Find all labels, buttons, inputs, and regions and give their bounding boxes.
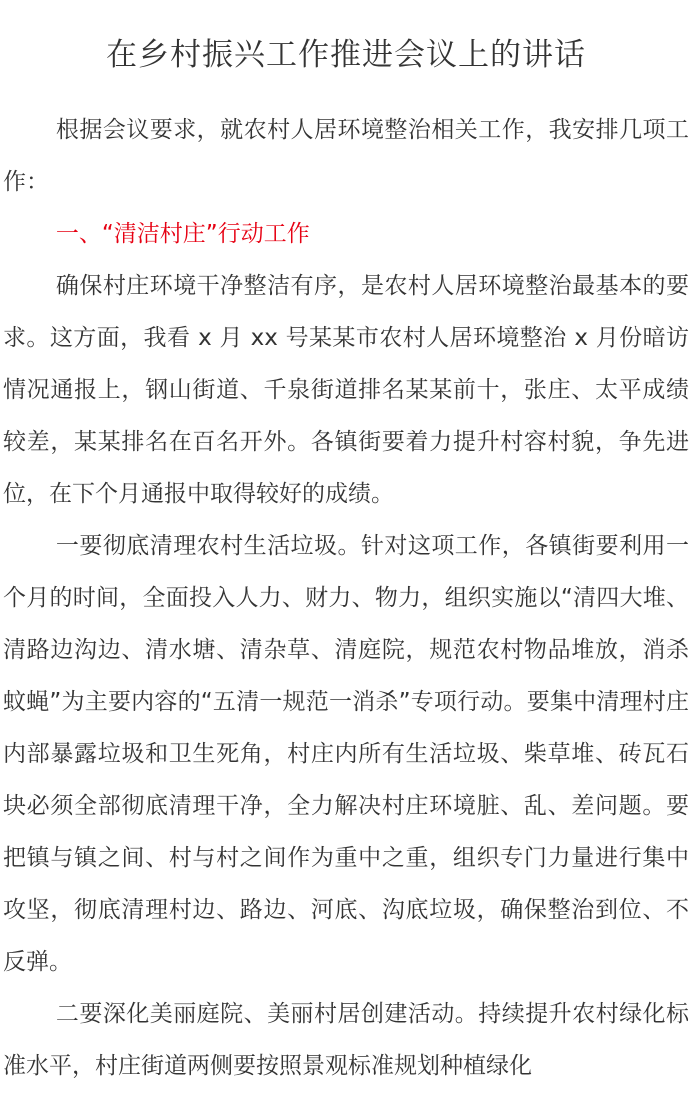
body-paragraph-2: 一要彻底清理农村生活垃圾。针对这项工作，各镇街要利用一个月的时间，全面投入人力、财力、物力，组织实施以“清四大堆、清路边沟边、清水塘、清杂草、清庭院，规范农村物品堆放，消杀蚊蝇”为主要内容的“五清一规范一消杀”专项行动。要集中清理村庄内部暴露垃圾和卫生死角，村庄内所有生活垃圾、柴草堆、砖瓦石块必须全部彻底清理干净，全力解决村庄环境脏、乱、差问题。要把镇与镇之间、村与村之间作为重中之重，组织专门力量进行集中攻坚，彻底清理村边、路边、河底、沟底垃圾，确保整治到位、不反弹。 <box>3 533 689 975</box>
body-paragraph-1: 确保村庄环境干净整洁有序，是农村人居环境整治最基本的要求。这方面，我看 x 月 xx 号某某市农村人居环境整治 x 月份暗访情况通报上，钢山街道、千泉街道排名某某前十，张庄、太平成绩较差，某某排名在百名开外。各镇街要着力提升村容村貌，争先进位，在下个月通报中取得较好的成绩。 <box>3 273 689 507</box>
body-paragraph-3: 二要深化美丽庭院、美丽村居创建活动。持续提升农村绿化标准水平，村庄街道两侧要按照景观标准规划种植绿化 <box>3 1001 689 1079</box>
document-body <box>3 104 689 1092</box>
document-title: 在乡村振兴工作推进会议上的讲话 <box>106 37 586 73</box>
section-heading-1: 一、“清洁村庄”行动工作 <box>55 221 310 247</box>
intro-paragraph: 根据会议要求，就农村人居环境整治相关工作，我安排几项工作： <box>3 117 689 195</box>
